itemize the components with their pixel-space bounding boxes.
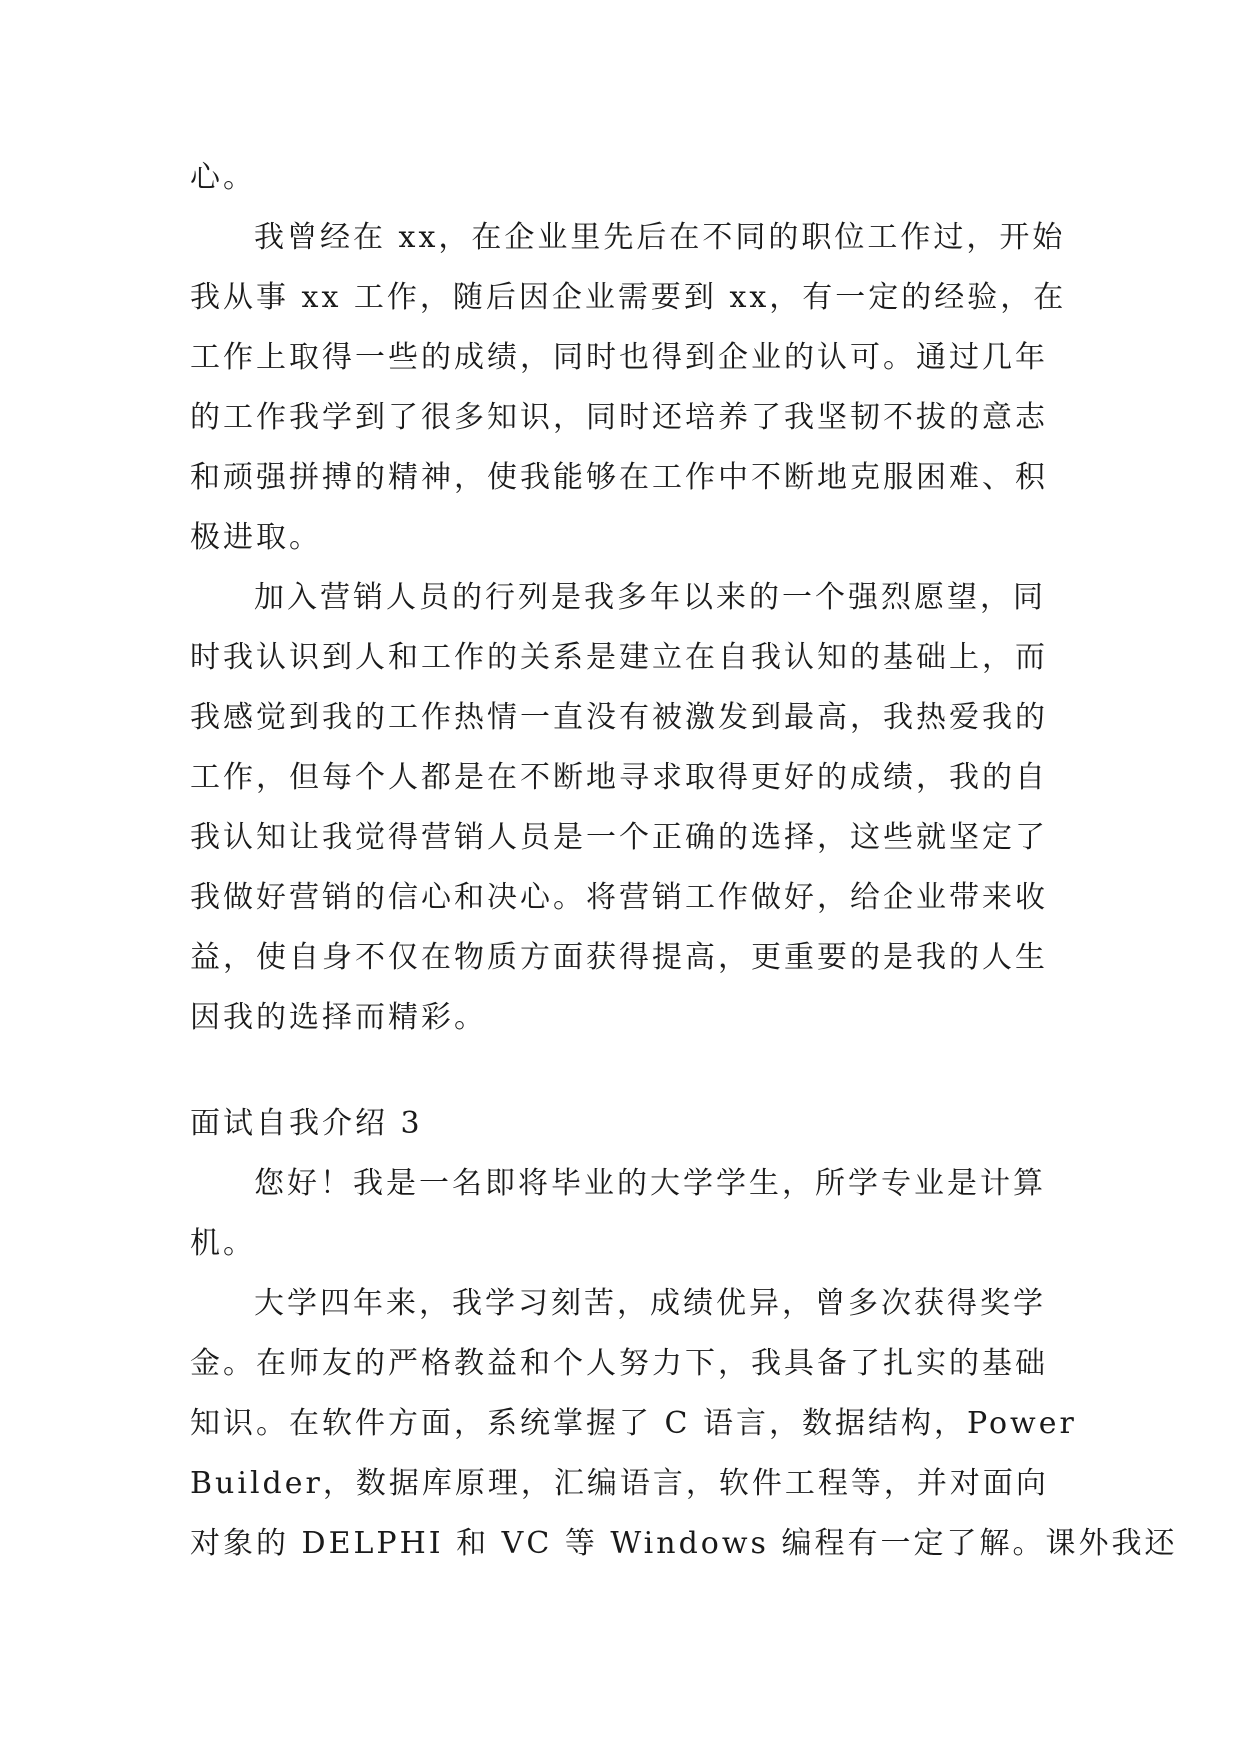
text-line: 我从事 xx 工作，随后因企业需要到 xx，有一定的经验，在 xyxy=(190,280,1067,315)
paragraph-start-line: 大学四年来，我学习刻苦，成绩优异，曾多次获得奖学 xyxy=(254,1286,1046,1321)
text-line: 我认知让我觉得营销人员是一个正确的选择，这些就坚定了 xyxy=(190,820,1048,855)
text-line: 知识。在软件方面，系统掌握了 C 语言，数据结构，Power xyxy=(190,1406,1077,1441)
text-line: 工作，但每个人都是在不断地寻求取得更好的成绩，我的自 xyxy=(190,760,1048,795)
text-line: 机。 xyxy=(190,1226,256,1261)
text-line: 对象的 DELPHI 和 VC 等 Windows 编程有一定了解。课外我还 xyxy=(190,1526,1178,1561)
text-line: 心。 xyxy=(190,160,256,195)
text-line: 和顽强拼搏的精神，使我能够在工作中不断地克服困难、积 xyxy=(190,460,1048,495)
text-line: 我感觉到我的工作热情一直没有被激发到最高，我热爱我的 xyxy=(190,700,1048,735)
paragraph-start-line: 加入营销人员的行列是我多年以来的一个强烈愿望，同 xyxy=(254,580,1046,615)
text-line: 我做好营销的信心和决心。将营销工作做好，给企业带来收 xyxy=(190,880,1048,915)
document-body xyxy=(190,148,1178,1574)
paragraph-start-line: 我曾经在 xx，在企业里先后在不同的职位工作过，开始 xyxy=(254,220,1066,255)
section-heading: 面试自我介绍 3 xyxy=(190,1106,423,1141)
text-line: 的工作我学到了很多知识，同时还培养了我坚韧不拔的意志 xyxy=(190,400,1048,435)
text-line: Builder，数据库原理，汇编语言，软件工程等，并对面向 xyxy=(190,1466,1049,1501)
paragraph-start-line: 您好！我是一名即将毕业的大学学生，所学专业是计算 xyxy=(254,1166,1046,1201)
text-line: 工作上取得一些的成绩，同时也得到企业的认可。通过几年 xyxy=(190,340,1048,375)
text-line: 益，使自身不仅在物质方面获得提高，更重要的是我的人生 xyxy=(190,940,1048,975)
text-line: 时我认识到人和工作的关系是建立在自我认知的基础上，而 xyxy=(190,640,1048,675)
text-line: 金。在师友的严格教益和个人努力下，我具备了扎实的基础 xyxy=(190,1346,1048,1381)
text-line: 因我的选择而精彩。 xyxy=(190,1000,487,1035)
text-line: 极进取。 xyxy=(190,520,322,555)
